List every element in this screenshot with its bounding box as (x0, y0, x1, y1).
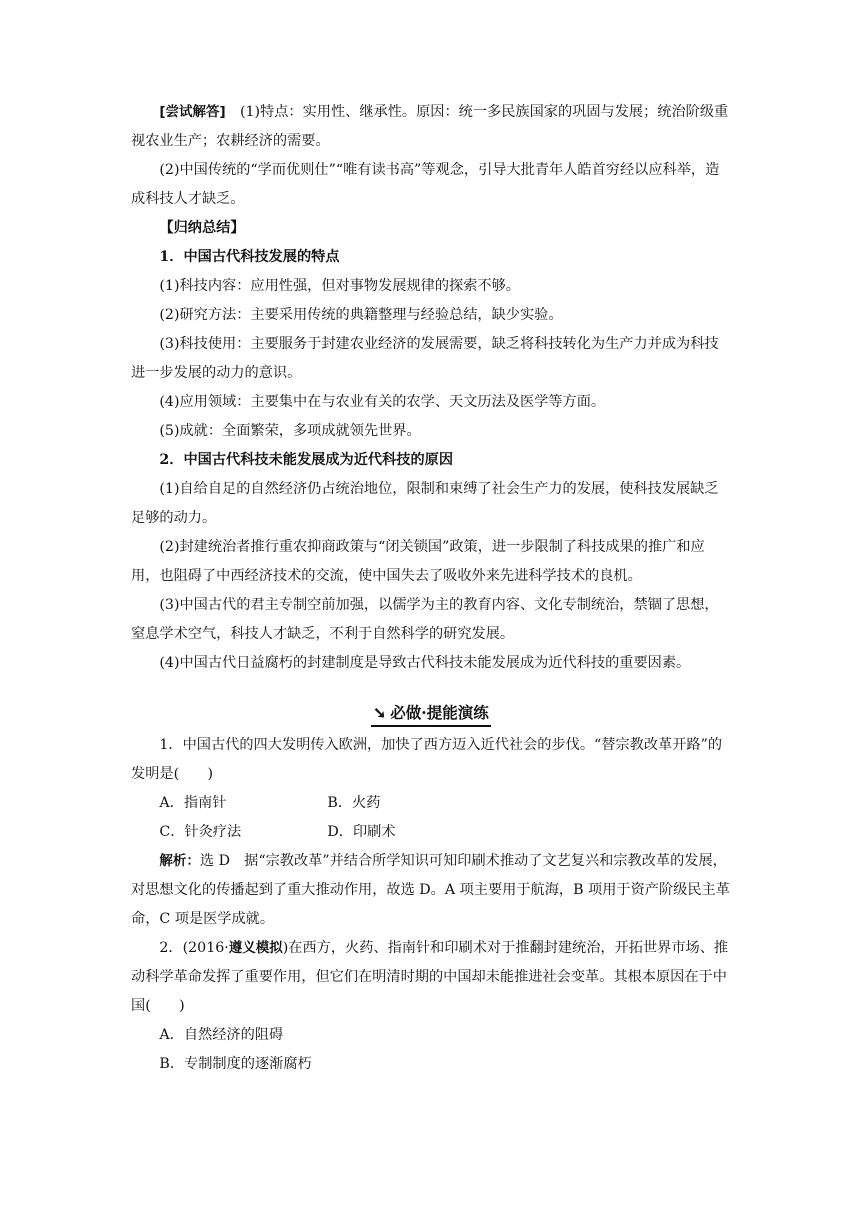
practice-title (371, 701, 490, 727)
question-2-source: 遵义模拟 (228, 940, 283, 956)
attempt-answer-1 (131, 98, 731, 156)
summary-section-2-title: 2．中国古代科技未能发展成为近代科技的原因 (159, 452, 454, 468)
option-c: C．针灸疗法 (159, 824, 242, 840)
summary-section-1-item: (1)科技内容：应用性强，但对事物发展规律的探索不够。 (159, 278, 520, 294)
question-1-options-row-2 (131, 818, 731, 847)
summary-heading: 【归纳总结】 (159, 220, 245, 236)
summary-section-2-item: (4)中国古代日益腐朽的封建制度是导致古代科技未能发展成为近代科技的重要因素。 (159, 655, 691, 671)
summary-section-1-item: (5)成就：全面繁荣，多项成就领先世界。 (159, 423, 421, 439)
analysis-label: 解析： (159, 853, 200, 869)
option-a: A．自然经济的阻碍 (159, 1027, 284, 1043)
document-body (131, 98, 731, 1079)
question-2-text: )在西方，火药、指南针和印刷术对于推翻封建统治，开拓世界市场、推动科学革命发挥了重要作用，但它们在明清时期的中国却未能推进社会变革。其根本原因在于中国( ) (131, 940, 729, 1014)
attempt-answer-2: (2)中国传统的“学而优则仕”“唯有读书高”等观念，引导大批青年人皓首穷经以应科举，造成科技人才缺乏。 (131, 162, 720, 207)
summary-section-1-title: 1．中国古代科技发展的特点 (159, 249, 340, 265)
question-1-analysis (131, 847, 731, 934)
arrow-icon: ➘ (373, 703, 387, 722)
attempt-text-1: (1)特点：实用性、继承性。原因：统一多民族国家的巩固与发展；统治阶级重视农业生产；农耕经济的需要。 (131, 104, 729, 149)
attempt-label: [尝试解答] (159, 104, 226, 120)
summary-section-1-item: (3)科技使用：主要服务于封建农业经济的发展需要，缺乏将科技转化为生产力并成为科技进一步发展的动力的意识。 (131, 336, 719, 381)
option-b: B．专制制度的逐渐腐朽 (159, 1056, 312, 1072)
summary-section-1-item: (2)研究方法：主要采用传统的典籍整理与经验总结，缺少实验。 (159, 307, 563, 323)
option-b: B．火药 (327, 795, 381, 811)
question-2-number: 2．(2016· (159, 940, 229, 956)
question-1-options-row-1 (131, 789, 731, 818)
analysis-text: 选 D 据“宗教改革”并结合所学知识可知印刷术推动了文艺复兴和宗教改革的发展，对思想文化的传播起到了重大推动作用，故选 D。A 项主要用于航海，B 项用于资产阶级民主革命，C 项是医学成就。 (131, 853, 730, 927)
question-1-stem: 1．中国古代的四大发明传入欧洲，加快了西方迈入近代社会的步伐。“替宗教改革开路”的发明是( ) (131, 737, 723, 782)
summary-section-2-item: (1)自给自足的自然经济仍占统治地位，限制和束缚了社会生产力的发展，使科技发展缺乏足够的动力。 (131, 481, 719, 526)
option-a: A．指南针 (159, 795, 227, 811)
practice-title-text: 必做·提能演练 (390, 703, 489, 722)
summary-section-2-item: (3)中国古代的君主专制空前加强，以儒学为主的教育内容、文化专制统治，禁锢了思想，窒息学术空气，科技人才缺乏，不利于自然科学的研究发展。 (131, 597, 719, 642)
question-2-stem (131, 934, 731, 1021)
option-d: D．印刷术 (327, 824, 396, 840)
practice-section-header (131, 700, 731, 729)
summary-section-1-item: (4)应用领域：主要集中在与农业有关的农学、天文历法及医学等方面。 (159, 394, 606, 410)
summary-section-2-item: (2)封建统治者推行重农抑商政策与“闭关锁国”政策，进一步限制了科技成果的推广和应用，也阻碍了中西经济技术的交流，使中国失去了吸收外来先进科学技术的良机。 (131, 539, 705, 584)
